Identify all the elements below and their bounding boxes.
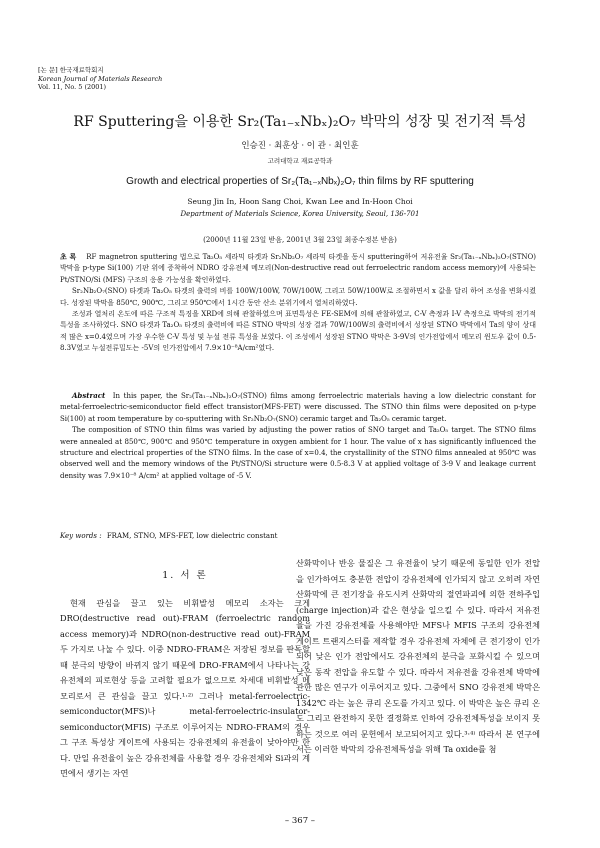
body-column-right — [296, 556, 540, 758]
abstract-english-label: Abstract — [72, 391, 106, 400]
journal-header — [38, 66, 162, 92]
abstract-english-p2: The composition of STNO thin films was varied by adjusting the power ratios of SNO target and Ta₂O₅ target. The STNO films were annealed at 850℃, 900℃ and 950℃ temperature in oxygen ambient for 1 hour. The value of x has significantly influenced the structure and electrical properties of the STNO films. In the case of x=0.4, the crystallinity of the STNO films annealed at 950℃ was observed well and the memory windows of the Pt/STNO/Si structure were 0.5-8.3 V at applied voltage of 3-9 V and leakage current density was 7.9×10⁻⁸ A/cm² at applied voltage of -5 V. — [60, 426, 536, 480]
abstract-korean-p3: 조성과 열처리 온도에 따른 구조적 특징을 XRD에 의해 관찰하였으며 표면특성은 FE-SEM에 의해 관찰하였고, C-V 측정과 I-V 측정으로 박막의 전기적 특성을 조사하였다. SNO 타겟과 Ta₂O₅ 타겟의 출력비에 따른 STNO 박막의 성장 결과 70W/100W의 출력비에서 성장된 STNO 박막에서 Ta의 양이 상대적 많은 x=0.4였으며 가장 우수한 C-V 특성 및 누설 전류 특성을 보였다. 이 조성에서 성장된 STNO 박막은 3-9V의 인가전압에서 메모리 윈도우 값이 0.5-8.3V였고 누설전류밀도는 -5V의 인가전압에서 7.9×10⁻⁸A/cm²였다. — [60, 310, 536, 353]
page-number: – 367 – — [284, 816, 316, 826]
authors-korean: 인승진 · 최훈상 · 이 관 · 최인훈 — [241, 141, 359, 151]
title-english: Growth and electrical properties of Sr₂(Ta₁₋ₓNbₓ)₂O₇ thin films by RF sputtering — [126, 176, 474, 187]
journal-header-line1: [논 문] 한국재료학회지 — [38, 66, 104, 74]
keywords-text: FRAM, STNO, MFS-FET, low dielectric constant — [106, 532, 278, 540]
received-dates: (2000년 11월 23일 받음, 2001년 3월 23일 최종수정본 받음) — [203, 236, 397, 244]
keywords-label: Key words : — [60, 532, 102, 540]
journal-header-line2: Korean Journal of Materials Research — [38, 74, 163, 83]
abstract-korean-p1: 초 록 RF magnetron sputtering 법으로 Ta₂O₅ 세라믹 타겟과 Sr₂Nb₂O₇ 세라믹 타겟을 동시 sputtering하여 저유전율 Sr₂(Ta₁₋ₓNbₓ)₂O₇(STNO) 박막을 p-type Si(100) 기판 위에 증착하여 NDRO 강유전체 메모리(Non-destructive read out ferroelectric random access memory)에 사용되는 Pt/STNO/Si (MFS) 구조의 응용 가능성을 확인하였다. — [60, 252, 536, 284]
keywords — [60, 532, 536, 540]
intro-paragraph-left: 현재 관심을 끌고 있는 비휘발성 메모리 소자는 크게 DRO(destructive read out)-FRAM (ferroelectric random access memory)과 NDRO(non-destructive read out)-FRAM 두 가지로 나눌 수 있다. 이중 NDRO-FRAM은 저장된 정보를 판독할 때 분극의 방향이 바뀌지 않기 때문에 DRO-FRAM에서 나타나는 강유전체의 피로현상 등을 고려할 필요가 없으므로 차세대 비휘발성 메모리로서 큰 관심을 끌고 있다.¹·²⁾ 그러나 metal-ferroelectric-semiconductor(MFS)나 metal-ferroelectric-insulator-semiconductor(MFIS) 구조로 이루어지는 NDRO-FRAM의 경우 그 구조 특성상 게이트에 사용되는 강유전체의 유전율이 낮아야만 한다. 만일 유전율이 높은 강유전체를 사용할 경우 강유전체와 Si과의 계면에서 생기는 자연 — [60, 597, 310, 778]
abstract-korean-p2: Sr₂Nb₂O₇(SNO) 타겟과 Ta₂O₅ 타겟의 출력의 비를 100W/100W, 70W/100W, 그리고 50W/100W로 조절하면서 x 값을 달리 하여 조성을 변화시켰다. 성장된 박막을 850℃, 900℃, 그리고 950℃에서 1시간 동안 산소 분위기에서 열처리하였다. — [60, 287, 536, 307]
section-title-introduction: 1. 서 론 — [162, 570, 208, 581]
title-korean: RF Sputtering을 이용한 Sr₂(Ta₁₋ₓNbₓ)₂O₇ 박막의 성장 및 전기적 특성 — [73, 114, 527, 130]
journal-header-line3: Vol. 11, No. 5 (2001) — [38, 83, 107, 91]
body-column-left — [60, 560, 310, 782]
intro-paragraph-right: 산화막이나 반응 물질은 그 유전율이 낮기 때문에 동일한 인가 전압을 인가하여도 충분한 전압이 강유전체에 인가되지 않고 오히려 자연 산화막에 큰 전기장을 유도시켜 산화막의 절연파괴에 의한 전하주입 (charge injection)과 같은 현상을 일으킬 수 있다. 따라서 저유전율을 가진 강유전체를 사용해야만 MFS나 MFIS 구조의 강유전체 게이트 트랜지스터를 제작할 경우 강유전체 자체에 큰 전기장이 인가되어 낮은 인가 전압에서도 강유전체의 분극을 포화시킬 수 있으며 낮은 동작 전압을 유도할 수 있다. 따라서 저유전율 강유전체 박막에 관한 많은 연구가 이루어지고 있다. 그중에서 SNO 강유전체 박막은 1342℃ 라는 높은 큐리 온도를 가지고 있다. 이 박막은 높은 큐리 온도 그리고 완전하지 못한 결정화로 인하여 강유전체특성을 보이지 못하는 것으로 여러 문헌에서 보고되어지고 있다.³·⁴⁾ 따라서 본 연구에서는 이러한 박막의 강유전체특성을 위해 Ta oxide를 첨 — [296, 558, 540, 754]
abstract-korean — [60, 251, 536, 355]
affiliation-english: Department of Materials Science, Korea University, Seoul, 136-701 — [180, 210, 420, 218]
abstract-english-p1: Abstract In this paper, the Sr₂(Ta₁₋ₓNbₓ)₂O₇(STNO) films among ferroelectric materials having a low dielectric constant for metal-ferroelectric-semiconductor field effect transistor(MFS-FET) were discussed. The STNO thin films were deposited on p-type Si(100) at room temperature by co-sputtering with Sr₂Nb₂O₇(SNO) ceramic target and Ta₂O₅ ceramic target. — [60, 391, 536, 423]
abstract-korean-label: 초 록 — [60, 252, 77, 261]
affiliation-korean: 고려대학교 재료공학과 — [267, 157, 333, 165]
abstract-english — [60, 390, 536, 482]
authors-english: Seung Jin In, Hoon Sang Choi, Kwan Lee and In-Hoon Choi — [187, 197, 413, 206]
